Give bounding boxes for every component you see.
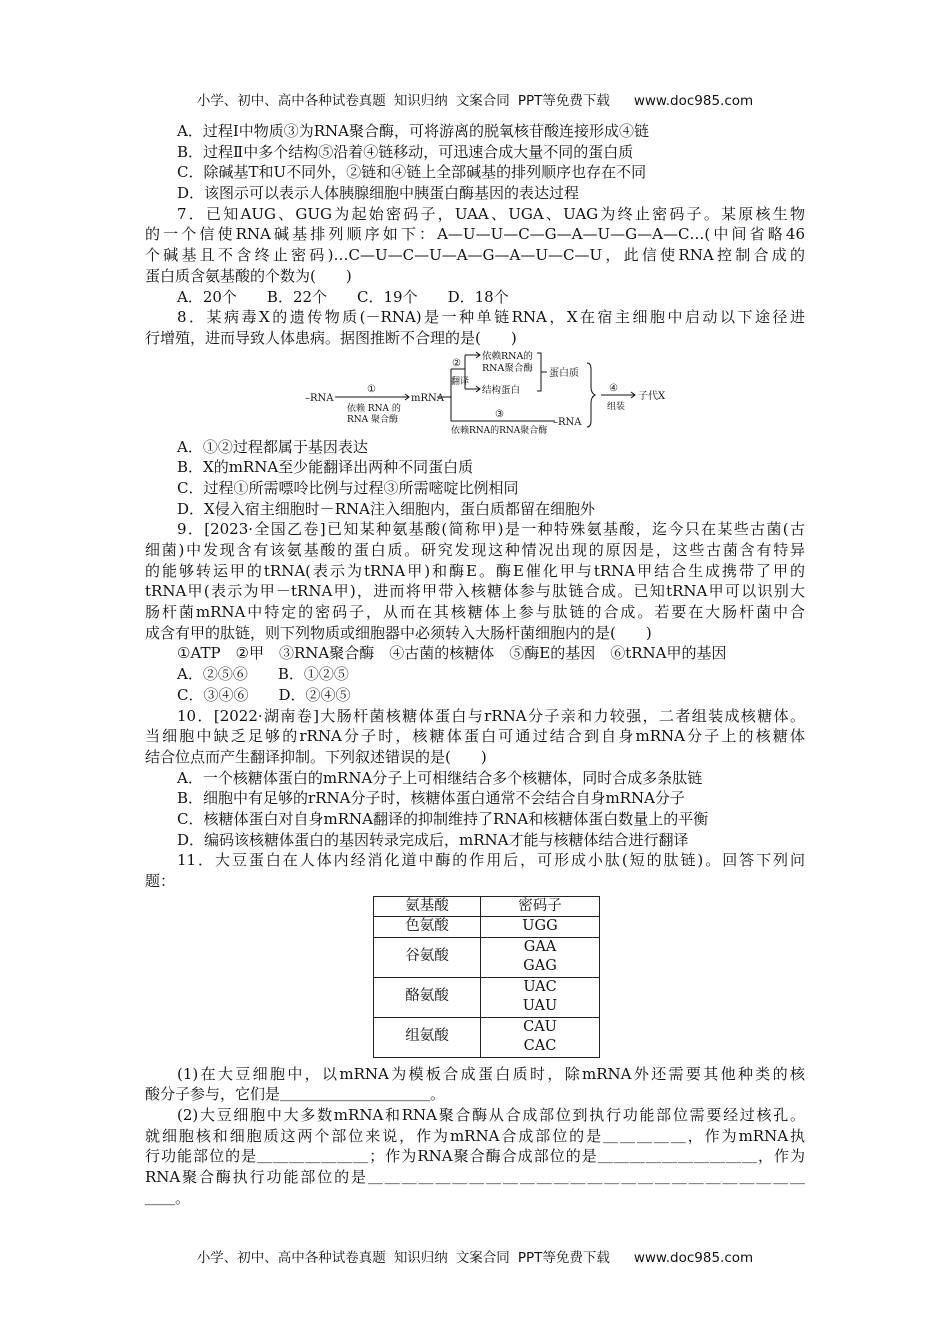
offspring-label: 子代X	[638, 390, 666, 402]
header-text: 小学、初中、高中各种试卷真题	[196, 93, 386, 109]
table-row	[374, 917, 600, 938]
text-line: tRNA甲(表示为甲－tRNA甲)，进而将甲带入核糖体参与肽链合成。已知tRNA甲可以识别大	[145, 582, 805, 601]
text-line: A．一个核糖体蛋白的mRNA分子上可相继结合多个核糖体，同时合成多条肽链	[177, 768, 703, 787]
codon-cell: GAA	[481, 937, 600, 957]
step3-label: ③	[495, 408, 504, 420]
text-line: A．过程Ⅰ中物质③为RNA聚合酶，可将游离的脱氧核苷酸连接形成④链	[177, 122, 650, 140]
document-body	[145, 121, 805, 1209]
text-line: 行功能部位的是＿＿＿＿＿＿＿；作为RNA聚合酶合成部位的是＿＿＿＿＿＿＿＿＿＿，作为	[145, 1147, 805, 1166]
text-line: C．除碱基T和U不同外，②链和④链上全部碱基的排列顺序也存在不同	[177, 163, 647, 182]
text-line: A．①②过程都属于基因表达	[177, 437, 368, 456]
codon-cell: CAU	[481, 1017, 600, 1037]
text-line: 8．某病毒X的遗传物质(－RNA)是一种单链RNA，X在宿主细胞中启动以下途径进	[177, 308, 805, 327]
neg-rna-label: –RNA	[305, 392, 334, 404]
text-line: (2)大豆细胞中大多数mRNA和RNA聚合酶从合成部位到执行功能部位需要经过核孔。	[177, 1106, 805, 1125]
text-line: 细菌)中发现含有该氨基酸的蛋白质。研究发现这种情况出现的原因是，这些古菌含有特异	[145, 541, 805, 559]
codon-cell: UGG	[481, 917, 600, 938]
table-row	[374, 1017, 600, 1037]
text-line: D．X侵入宿主细胞时－RNA注入细胞内，蛋白质都留在细胞外	[177, 499, 595, 518]
header-text: PPT等免费下载	[517, 93, 610, 109]
step4-label: ④	[609, 382, 618, 394]
text-line: C．③④⑥ D．②④⑤	[177, 685, 351, 704]
codon-cell: UAU	[481, 997, 600, 1017]
text-line: 7．已知AUG、GUG为起始密码子，UAA、UGA、UAG为终止密码子。某原核生物	[177, 204, 805, 223]
footer-text: PPT等免费下载	[517, 1250, 610, 1266]
questions-8-11	[145, 437, 805, 892]
product-rdrp: 依赖RNA的	[482, 350, 533, 362]
text-line: 行增殖，进而导致人体患病。据图推断不合理的是( )	[145, 328, 517, 347]
mrna-label: mRNA	[411, 392, 444, 404]
text-line: 的一个信使RNA碱基排列顺序如下：A—U—U—C—G—A—U—G—A—C…(中间省略46	[145, 225, 805, 244]
questions-6-8	[145, 121, 805, 349]
translation-label: 翻译	[451, 376, 470, 387]
text-line: B．细胞中有足够的rRNA分子时，核糖体蛋白通常不会结合自身mRNA分子	[177, 789, 685, 808]
amino-acid-cell: 色氨酸	[374, 917, 481, 938]
text-line: 当细胞中缺乏足够的rRNA分子时，核糖体蛋白可通过结合到自身mRNA分子上的核糖体	[145, 727, 805, 746]
product-rdrp: RNA聚合酶	[482, 362, 533, 374]
text-line: D．编码该核糖体蛋白的基因转录完成后，mRNA才能与核糖体结合进行翻译	[177, 830, 689, 849]
text-line: 成含有甲的肽链，则下列物质或细胞器中必须转入大肠杆菌细胞内的是( )	[145, 623, 652, 642]
text-line: 的能够转运甲的tRNA(表示为tRNA甲)和酶E。酶E催化甲与tRNA甲结合生成携带了甲的	[145, 561, 805, 580]
codon-cell: UAC	[481, 977, 600, 997]
text-line: A．②⑤⑥ B．①②⑤	[177, 665, 349, 684]
text-line: ①ATP ②甲 ③RNA聚合酶 ④古菌的核糖体 ⑤酶E的基因 ⑥tRNA甲的基因	[177, 644, 727, 663]
text-line: 肠杆菌mRNA中特定的密码子，从而在其核糖体上参与肽链的合成。若要在大肠杆菌中合	[145, 603, 805, 622]
text-line: B．过程Ⅱ中多个结构⑤沿着④链移动，可迅速合成大量不同的蛋白质	[177, 142, 634, 161]
text-line: (1)在大豆细胞中，以mRNA为模板合成蛋白质时，除mRNA外还需要其他种类的核	[177, 1064, 805, 1083]
text-line: RNA聚合酶执行功能部位的是＿＿＿＿＿＿＿＿＿＿＿＿＿＿＿＿＿＿＿＿＿＿＿＿＿＿	[145, 1168, 805, 1187]
text-line: 题：	[145, 872, 176, 890]
table-header-row	[374, 896, 600, 917]
text-line: 11．大豆蛋白在人体内经消化道中酶的作用后，可形成小肽(短的肽链)。回答下列问	[177, 851, 805, 870]
amino-acid-cell: 组氨酸	[374, 1017, 481, 1057]
step2-label: ②	[452, 357, 461, 369]
column-header: 氨基酸	[374, 896, 481, 917]
footer-text: 小学、初中、高中各种试卷真题	[196, 1250, 386, 1266]
header-text: 知识归纳	[393, 93, 448, 109]
text-line: 蛋白质含氨基酸的个数为( )	[145, 266, 352, 285]
step1-enzyme: RNA 聚合酶	[347, 414, 399, 425]
page-header	[0, 89, 950, 109]
codon-table	[373, 896, 600, 1058]
virus-replication-diagram	[145, 349, 805, 437]
neg-rna-label: –RNA	[553, 416, 582, 428]
footer-text: 文案合同	[455, 1250, 510, 1266]
amino-acid-cell: 酪氨酸	[374, 977, 481, 1017]
step1-label: ①	[367, 383, 376, 395]
header-link[interactable]: www.doc985.com	[633, 93, 754, 109]
text-line: A．20个 B．22个 C．19个 D．18个	[177, 287, 509, 306]
step1-enzyme: 依赖 RNA 的	[347, 403, 401, 414]
header-text: 文案合同	[455, 93, 510, 109]
text-line: 就细胞核和细胞质这两个部位来说，作为mRNA合成部位的是＿＿＿＿＿，作为mRNA执	[145, 1126, 805, 1145]
codon-cell: CAC	[481, 1037, 600, 1057]
text-line: 9．[2023·全国乙卷]已知某种氨基酸(简称甲)是一种特殊氨基酸，迄今只在某些古菌(古	[177, 520, 805, 539]
protein-label: 蛋白质	[549, 367, 579, 379]
text-line: ＿＿。	[145, 1188, 191, 1207]
product-structural-protein: 结构蛋白	[482, 384, 521, 396]
footer-link[interactable]: www.doc985.com	[633, 1250, 754, 1266]
text-line: C．过程①所需嘌呤比例与过程③所需嘧啶比例相同	[177, 478, 519, 497]
table-row	[374, 937, 600, 957]
footer-text: 知识归纳	[393, 1250, 448, 1266]
codon-cell: GAG	[481, 957, 600, 977]
text-line: D．该图示可以表示人体胰腺细胞中胰蛋白酶基因的表达过程	[177, 184, 580, 203]
table-row	[374, 977, 600, 997]
text-line: 结合位点而产生翻译抑制。下列叙述错误的是( )	[145, 747, 487, 766]
text-line: 10．[2022·湖南卷]大肠杆菌核糖体蛋白与rRNA分子亲和力较强，二者组装成核糖体。	[177, 706, 805, 725]
question-11-subparts	[145, 1064, 805, 1209]
text-line: 个碱基且不含终止密码)…C—U—C—U—A—G—A—U—C—U，此信使RNA控制合成的	[145, 246, 805, 265]
text-line: 酸分子参与，它们是＿＿＿＿＿＿＿＿＿＿。	[145, 1085, 446, 1104]
step3-enzyme: 依赖RNA的RNA聚合酶	[451, 425, 548, 436]
amino-acid-cell: 谷氨酸	[374, 937, 481, 977]
page-footer	[0, 1246, 950, 1266]
text-line: C．核糖体蛋白对自身mRNA翻译的抑制维持了RNA和核糖体蛋白数量上的平衡	[177, 809, 709, 828]
assembly-label: 组装	[607, 401, 626, 412]
text-line: B．X的mRNA至少能翻译出两种不同蛋白质	[177, 458, 474, 477]
column-header: 密码子	[481, 896, 600, 917]
